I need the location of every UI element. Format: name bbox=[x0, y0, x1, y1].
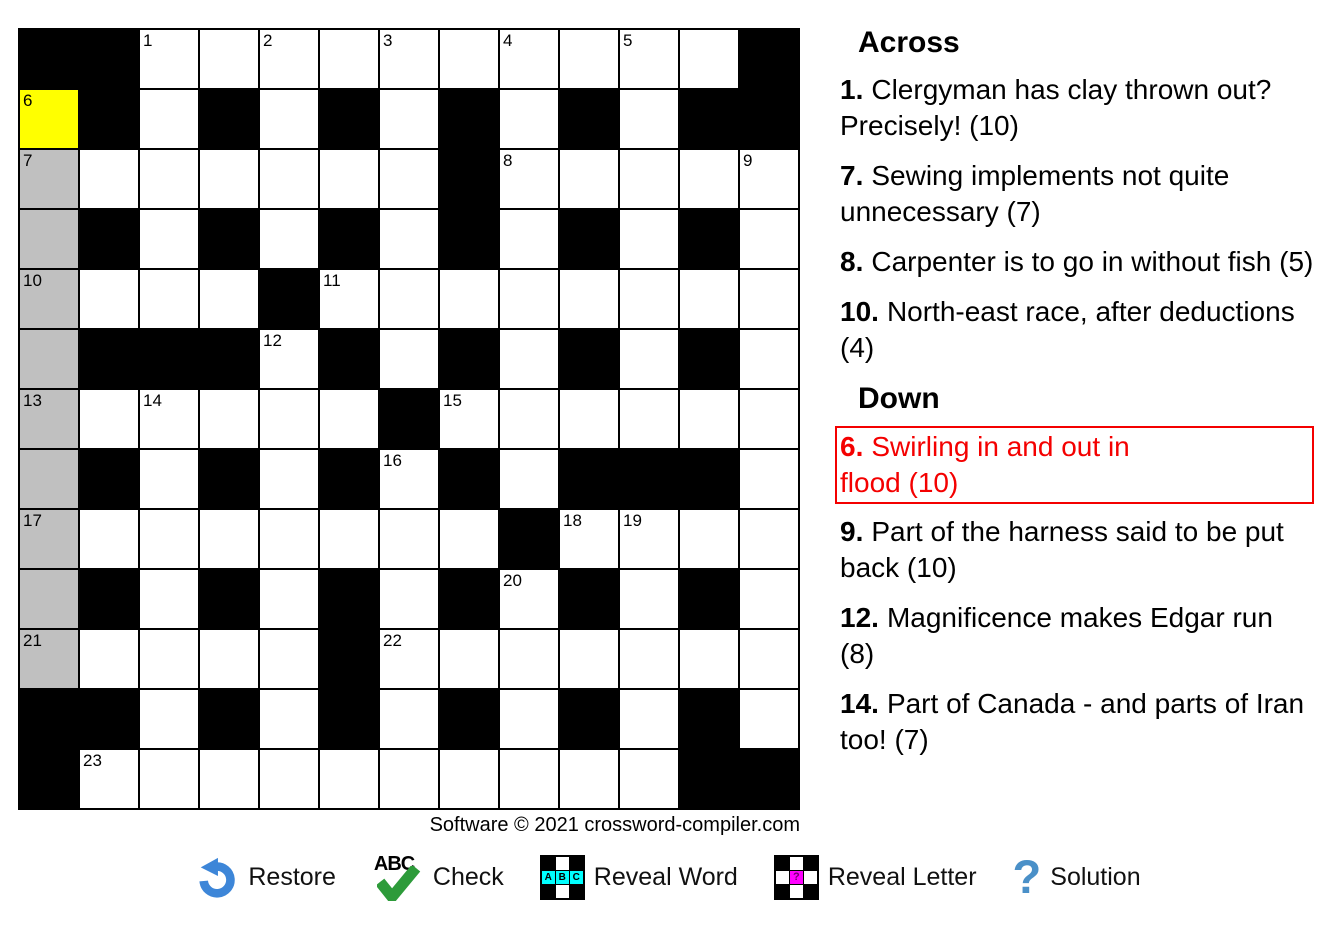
icon-cell bbox=[556, 857, 569, 870]
clue-down-14[interactable] bbox=[840, 686, 1314, 758]
grid-cell-block bbox=[200, 450, 258, 508]
grid-cell[interactable] bbox=[20, 150, 78, 208]
grid-cell[interactable] bbox=[620, 150, 678, 208]
grid-cell[interactable] bbox=[260, 510, 318, 568]
grid-cell[interactable] bbox=[620, 30, 678, 88]
grid-cell-block bbox=[320, 450, 378, 508]
clue-number: 7. bbox=[840, 160, 864, 191]
grid-cell-number: 13 bbox=[23, 391, 42, 410]
grid-cell-block bbox=[680, 570, 738, 628]
grid-cell[interactable] bbox=[140, 30, 198, 88]
grid-cell-block bbox=[440, 450, 498, 508]
grid-cell[interactable] bbox=[80, 270, 138, 328]
grid-cell[interactable] bbox=[380, 630, 438, 688]
grid-cell-block bbox=[680, 750, 738, 808]
grid-cell-number: 3 bbox=[383, 31, 393, 50]
solution-button-label: Solution bbox=[1050, 862, 1141, 891]
grid-cell-block bbox=[380, 390, 438, 448]
grid-cell-block bbox=[320, 210, 378, 268]
abc-text: ABC bbox=[373, 853, 415, 875]
grid-cell-block bbox=[560, 330, 618, 388]
grid-cell-block bbox=[560, 210, 618, 268]
clue-number: 1. bbox=[840, 74, 864, 105]
clue-text: Carpenter is to go in without fish (5) bbox=[871, 246, 1314, 277]
grid-cell-block bbox=[740, 30, 798, 88]
grid-cell[interactable] bbox=[440, 510, 498, 568]
grid-cell[interactable] bbox=[440, 630, 498, 688]
grid-cell-number: 6 bbox=[23, 91, 33, 110]
reveal-word-button[interactable] bbox=[540, 855, 738, 900]
restore-button[interactable] bbox=[195, 854, 336, 900]
grid-cell-block bbox=[320, 330, 378, 388]
grid-cell[interactable] bbox=[260, 150, 318, 208]
grid-cell[interactable] bbox=[260, 450, 318, 508]
icon-cell bbox=[570, 857, 583, 870]
grid-cell[interactable] bbox=[680, 30, 738, 88]
grid-cell[interactable] bbox=[620, 210, 678, 268]
grid-cell-block bbox=[80, 330, 138, 388]
grid-cell-number: 2 bbox=[263, 31, 273, 50]
copyright-text: Software © 2021 crossword-compiler.com bbox=[429, 814, 800, 836]
grid-cell-block bbox=[680, 210, 738, 268]
grid-cell-block bbox=[740, 90, 798, 148]
grid-cell[interactable] bbox=[380, 690, 438, 748]
reveal-word-button-label: Reveal Word bbox=[593, 862, 738, 891]
grid-cell[interactable] bbox=[260, 390, 318, 448]
grid-cell[interactable] bbox=[320, 390, 378, 448]
down-heading: Down bbox=[858, 382, 940, 415]
grid-cell[interactable] bbox=[260, 210, 318, 268]
grid-cell-block bbox=[140, 330, 198, 388]
icon-cell bbox=[776, 885, 789, 898]
grid-cell[interactable] bbox=[560, 630, 618, 688]
grid-cell[interactable] bbox=[140, 630, 198, 688]
clue-number: 6. bbox=[840, 431, 864, 462]
grid-cell-block bbox=[440, 330, 498, 388]
grid-cell-block bbox=[20, 690, 78, 748]
grid-cell[interactable] bbox=[500, 750, 558, 808]
reveal-letter-button[interactable] bbox=[774, 855, 977, 900]
grid-cell[interactable] bbox=[320, 150, 378, 208]
grid-cell[interactable] bbox=[620, 390, 678, 448]
grid-cell-block bbox=[440, 570, 498, 628]
grid-cell-number: 17 bbox=[23, 511, 42, 530]
reveal-word-grid-icon bbox=[540, 855, 585, 900]
grid-cell[interactable] bbox=[320, 270, 378, 328]
grid-cell[interactable] bbox=[140, 510, 198, 568]
grid-cell-block bbox=[560, 690, 618, 748]
grid-cell-block bbox=[80, 30, 138, 88]
grid-cell[interactable] bbox=[560, 390, 618, 448]
clue-text: Swirling in and out in flood (10) bbox=[840, 431, 1130, 498]
grid-cell[interactable] bbox=[500, 90, 558, 148]
grid-cell-number: 12 bbox=[263, 331, 282, 350]
clue-text: Part of the harness said to be put back (10) bbox=[840, 516, 1284, 583]
grid-cell-number: 18 bbox=[563, 511, 582, 530]
icon-cell bbox=[804, 871, 817, 884]
grid-cell[interactable] bbox=[260, 750, 318, 808]
grid-cell-block bbox=[740, 750, 798, 808]
grid-cell-number: 9 bbox=[743, 151, 753, 170]
grid-cell[interactable] bbox=[20, 630, 78, 688]
grid-cell[interactable] bbox=[500, 210, 558, 268]
grid-cell[interactable] bbox=[500, 690, 558, 748]
restore-circular-arrow-icon bbox=[195, 854, 239, 900]
icon-cell bbox=[790, 857, 803, 870]
icon-cell bbox=[542, 885, 555, 898]
grid-cell-number: 5 bbox=[623, 31, 633, 50]
icon-cell bbox=[804, 857, 817, 870]
grid-cell-block bbox=[200, 210, 258, 268]
grid-cell-number: 11 bbox=[323, 271, 341, 290]
grid-cell-number: 19 bbox=[623, 511, 642, 530]
grid-cell-block bbox=[20, 750, 78, 808]
grid-cell[interactable] bbox=[620, 510, 678, 568]
grid-cell[interactable] bbox=[560, 510, 618, 568]
grid-cell-block bbox=[200, 330, 258, 388]
grid-cell-number: 10 bbox=[23, 271, 42, 290]
grid-cell[interactable] bbox=[440, 30, 498, 88]
grid-cell-block bbox=[320, 570, 378, 628]
clue-across-1[interactable] bbox=[840, 72, 1314, 144]
grid-cell-block bbox=[80, 90, 138, 148]
grid-cell-block bbox=[440, 690, 498, 748]
grid-cell[interactable] bbox=[620, 90, 678, 148]
clue-text: North-east race, after deductions (4) bbox=[840, 296, 1295, 363]
icon-cell-letter: B bbox=[556, 871, 569, 884]
grid-cell[interactable] bbox=[140, 690, 198, 748]
clue-number: 8. bbox=[840, 246, 864, 277]
clue-number: 12. bbox=[840, 602, 879, 633]
grid-cell[interactable] bbox=[440, 270, 498, 328]
grid-cell-block bbox=[200, 570, 258, 628]
grid-cell[interactable] bbox=[380, 450, 438, 508]
grid-cell[interactable] bbox=[80, 390, 138, 448]
grid-cell[interactable] bbox=[260, 570, 318, 628]
grid-cell-block bbox=[320, 630, 378, 688]
grid-cell[interactable] bbox=[680, 270, 738, 328]
grid-cell[interactable] bbox=[20, 450, 78, 508]
clue-across-10[interactable] bbox=[840, 294, 1314, 366]
grid-cell[interactable] bbox=[20, 510, 78, 568]
grid-cell[interactable] bbox=[200, 30, 258, 88]
grid-cell[interactable] bbox=[500, 30, 558, 88]
abc-checkmark-icon bbox=[372, 853, 424, 901]
grid-cell[interactable] bbox=[380, 510, 438, 568]
grid-cell-number: 14 bbox=[143, 391, 162, 410]
grid-cell[interactable] bbox=[20, 570, 78, 628]
grid-cell[interactable] bbox=[200, 750, 258, 808]
grid-cell[interactable] bbox=[500, 150, 558, 208]
grid-cell[interactable] bbox=[80, 630, 138, 688]
grid-cell[interactable] bbox=[260, 630, 318, 688]
grid-cell-block bbox=[200, 690, 258, 748]
grid-cell[interactable] bbox=[20, 390, 78, 448]
grid-cell[interactable] bbox=[260, 330, 318, 388]
green-check-icon bbox=[377, 866, 421, 901]
grid-cell[interactable] bbox=[740, 690, 798, 748]
clue-number: 9. bbox=[840, 516, 864, 547]
grid-cell-number: 20 bbox=[503, 571, 522, 590]
grid-cell-block bbox=[500, 510, 558, 568]
grid-cell[interactable] bbox=[380, 270, 438, 328]
grid-cell[interactable] bbox=[680, 630, 738, 688]
grid-cell-block bbox=[680, 690, 738, 748]
icon-cell-letter: A bbox=[542, 871, 555, 884]
grid-cell[interactable] bbox=[260, 30, 318, 88]
grid-cell[interactable] bbox=[80, 150, 138, 208]
grid-cell-number: 16 bbox=[383, 451, 402, 470]
clue-text: Sewing implements not quite unnecessary (7) bbox=[840, 160, 1230, 227]
grid-cell-block bbox=[440, 150, 498, 208]
grid-cell[interactable] bbox=[680, 150, 738, 208]
grid-cell[interactable] bbox=[560, 750, 618, 808]
grid-cell[interactable] bbox=[80, 750, 138, 808]
grid-cell[interactable] bbox=[380, 150, 438, 208]
grid-cell[interactable] bbox=[740, 630, 798, 688]
grid-cell[interactable] bbox=[320, 750, 378, 808]
grid-cell[interactable] bbox=[200, 630, 258, 688]
grid-cell[interactable] bbox=[260, 690, 318, 748]
grid-cell[interactable] bbox=[740, 270, 798, 328]
grid-cell-block bbox=[80, 450, 138, 508]
check-button[interactable] bbox=[372, 853, 504, 901]
grid-cell[interactable] bbox=[380, 570, 438, 628]
grid-cell-block bbox=[20, 30, 78, 88]
clue-text: Magnificence makes Edgar run (8) bbox=[840, 602, 1273, 669]
grid-cell[interactable] bbox=[500, 330, 558, 388]
grid-cell[interactable] bbox=[140, 570, 198, 628]
grid-cell-block bbox=[440, 90, 498, 148]
grid-cell[interactable] bbox=[140, 270, 198, 328]
check-button-label: Check bbox=[432, 862, 504, 891]
grid-cell[interactable] bbox=[620, 690, 678, 748]
grid-cell[interactable] bbox=[620, 570, 678, 628]
grid-cell[interactable] bbox=[260, 90, 318, 148]
grid-cell[interactable] bbox=[140, 750, 198, 808]
grid-cell[interactable] bbox=[320, 30, 378, 88]
grid-cell-block bbox=[560, 90, 618, 148]
grid-cell-number: 23 bbox=[83, 751, 102, 770]
question-mark-icon: ? bbox=[1012, 850, 1042, 903]
grid-cell[interactable] bbox=[200, 390, 258, 448]
grid-cell-block bbox=[80, 210, 138, 268]
grid-cell-block bbox=[320, 690, 378, 748]
icon-cell bbox=[776, 857, 789, 870]
reveal-letter-grid-icon bbox=[774, 855, 819, 900]
grid-cell[interactable] bbox=[320, 510, 378, 568]
grid-cell-block bbox=[260, 270, 318, 328]
grid-cell[interactable] bbox=[20, 270, 78, 328]
clue-down-6-selected[interactable] bbox=[835, 426, 1314, 504]
icon-cell bbox=[542, 857, 555, 870]
grid-cell[interactable] bbox=[140, 450, 198, 508]
grid-cell-number: 21 bbox=[23, 631, 42, 650]
grid-cell-block bbox=[680, 330, 738, 388]
clue-number: 14. bbox=[840, 688, 879, 719]
grid-cell-block bbox=[620, 450, 678, 508]
grid-cell[interactable] bbox=[200, 150, 258, 208]
grid-cell-number: 1 bbox=[143, 31, 153, 50]
clue-number: 10. bbox=[840, 296, 879, 327]
grid-cell-block bbox=[80, 690, 138, 748]
grid-cell[interactable] bbox=[140, 150, 198, 208]
grid-cell[interactable] bbox=[20, 210, 78, 268]
grid-cell[interactable] bbox=[620, 750, 678, 808]
clue-across-7[interactable] bbox=[840, 158, 1314, 230]
grid-cell[interactable] bbox=[200, 510, 258, 568]
solution-button[interactable] bbox=[1012, 850, 1141, 903]
clue-down-12[interactable] bbox=[840, 600, 1314, 672]
grid-cell-block bbox=[560, 570, 618, 628]
grid-cell[interactable] bbox=[20, 330, 78, 388]
clue-down-9[interactable] bbox=[840, 514, 1314, 586]
grid-cell-number: 4 bbox=[503, 31, 513, 50]
clue-text: Part of Canada - and parts of Iran too! (7) bbox=[840, 688, 1305, 755]
grid-cell-block bbox=[320, 90, 378, 148]
grid-cell[interactable] bbox=[140, 210, 198, 268]
icon-cell bbox=[790, 885, 803, 898]
clue-text: Clergyman has clay thrown out? Precisely! (10) bbox=[840, 74, 1272, 141]
grid-cell[interactable] bbox=[80, 510, 138, 568]
grid-cell[interactable] bbox=[500, 450, 558, 508]
grid-cell[interactable] bbox=[740, 390, 798, 448]
grid-cell[interactable] bbox=[680, 390, 738, 448]
grid-cell[interactable] bbox=[740, 570, 798, 628]
grid-cell[interactable] bbox=[740, 330, 798, 388]
grid-cell[interactable] bbox=[140, 390, 198, 448]
grid-cell[interactable] bbox=[740, 150, 798, 208]
clues-panel bbox=[840, 24, 1314, 772]
grid-cell[interactable] bbox=[560, 270, 618, 328]
grid-cell-number: 22 bbox=[383, 631, 402, 650]
icon-cell-letter: C bbox=[570, 871, 583, 884]
grid-cell-block bbox=[440, 210, 498, 268]
grid-cell-block bbox=[680, 90, 738, 148]
grid-cell[interactable] bbox=[620, 270, 678, 328]
restore-button-label: Restore bbox=[248, 862, 336, 891]
grid-cell-block bbox=[680, 450, 738, 508]
grid-cell[interactable] bbox=[680, 510, 738, 568]
icon-cell bbox=[804, 885, 817, 898]
grid-cell[interactable] bbox=[500, 390, 558, 448]
grid-cell[interactable] bbox=[560, 150, 618, 208]
grid-cell[interactable] bbox=[200, 270, 258, 328]
icon-cell bbox=[556, 885, 569, 898]
grid-cell[interactable] bbox=[380, 750, 438, 808]
icon-cell bbox=[776, 871, 789, 884]
grid-cell-number: 7 bbox=[23, 151, 33, 170]
grid-cell-number: 15 bbox=[443, 391, 462, 410]
reveal-letter-button-label: Reveal Letter bbox=[827, 862, 977, 891]
toolbar bbox=[0, 850, 1336, 904]
grid-cell[interactable] bbox=[440, 750, 498, 808]
grid-cell[interactable] bbox=[380, 330, 438, 388]
crossword-grid bbox=[18, 28, 800, 810]
clue-across-8[interactable] bbox=[840, 244, 1314, 280]
grid-cell[interactable] bbox=[380, 90, 438, 148]
grid-cell-number: 8 bbox=[503, 151, 513, 170]
grid-cell[interactable] bbox=[560, 30, 618, 88]
across-heading: Across bbox=[858, 26, 960, 59]
grid-cell[interactable] bbox=[620, 630, 678, 688]
grid-cell[interactable] bbox=[500, 630, 558, 688]
grid-cell[interactable] bbox=[380, 210, 438, 268]
grid-cell[interactable] bbox=[740, 210, 798, 268]
grid-cell-block bbox=[80, 570, 138, 628]
grid-cell-block bbox=[560, 450, 618, 508]
grid-cell[interactable] bbox=[380, 30, 438, 88]
grid-cell-block bbox=[200, 90, 258, 148]
grid-cell[interactable] bbox=[500, 270, 558, 328]
grid-cell[interactable] bbox=[740, 510, 798, 568]
icon-cell bbox=[570, 885, 583, 898]
icon-cell-question: ? bbox=[790, 871, 803, 884]
grid-cell[interactable] bbox=[20, 90, 78, 148]
grid-cell[interactable] bbox=[740, 450, 798, 508]
grid-cell[interactable] bbox=[440, 390, 498, 448]
grid-cell[interactable] bbox=[620, 330, 678, 388]
grid-cell[interactable] bbox=[500, 570, 558, 628]
grid-cell[interactable] bbox=[140, 90, 198, 148]
